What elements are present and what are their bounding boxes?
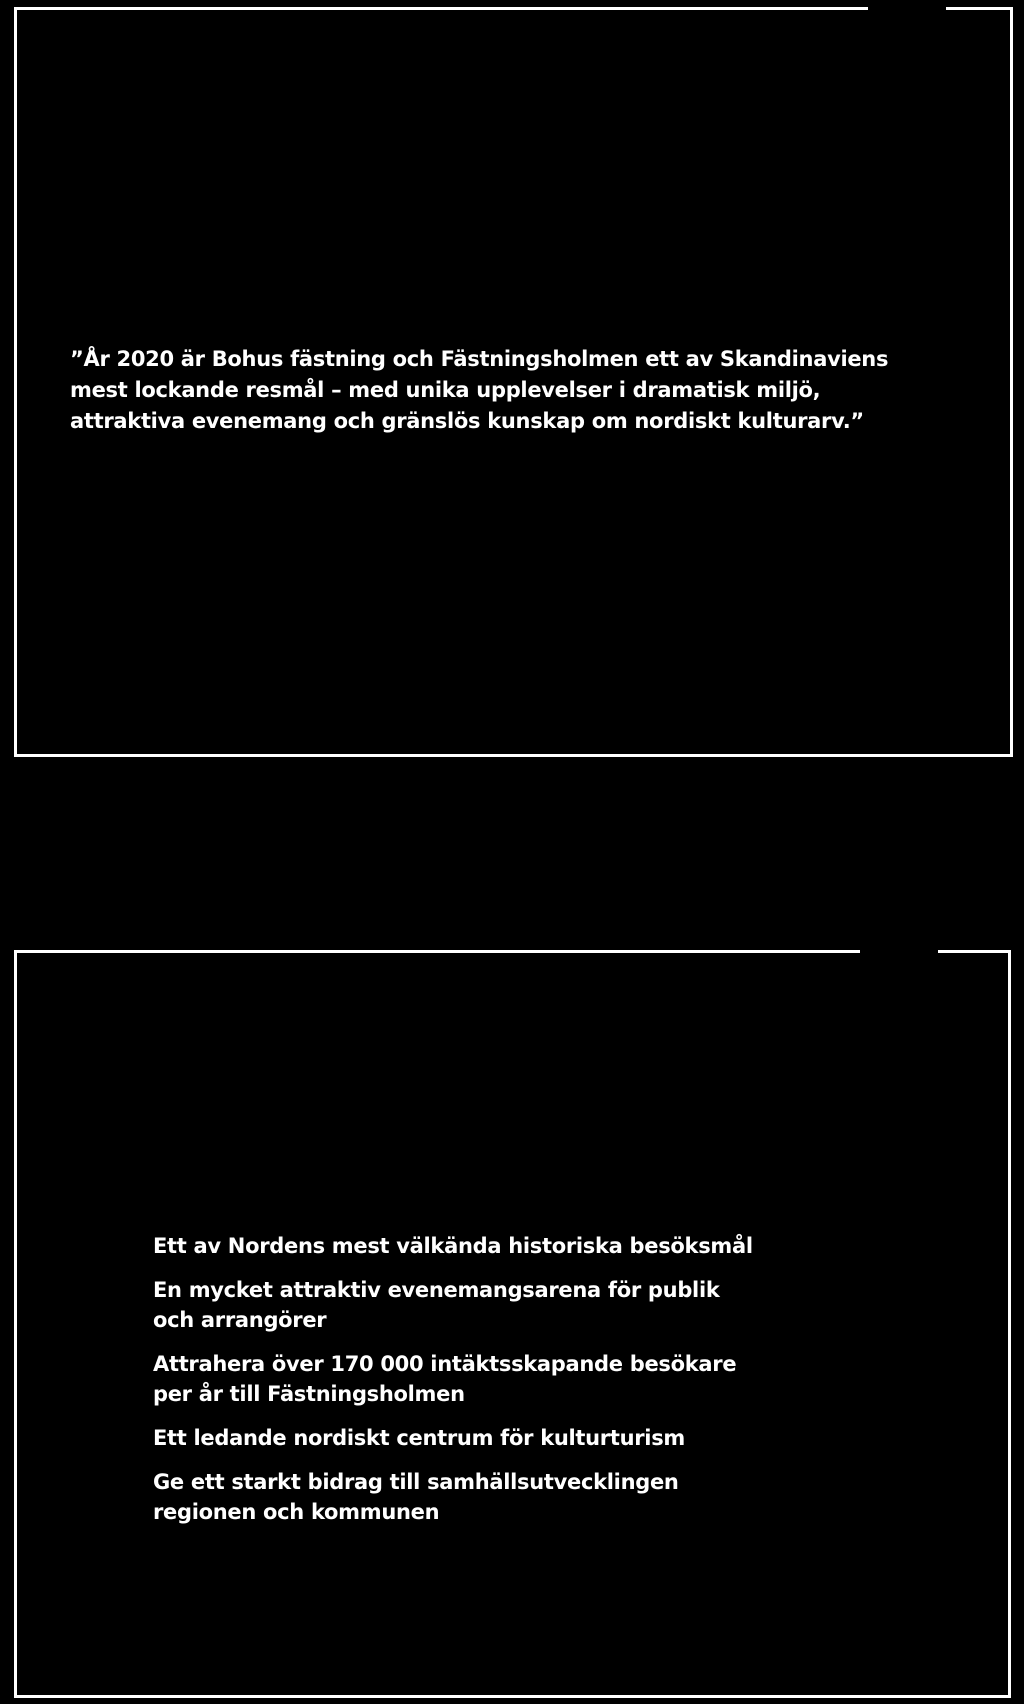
goal-item — [153, 1231, 793, 1261]
goal-item — [153, 1275, 793, 1335]
goal-text: Ett av Nordens mest välkända historiska besöksmål — [153, 1234, 753, 1258]
quote-line: mest lockande resmål – med unika upplevelser i dramatisk miljö, — [70, 378, 821, 402]
goal-item — [153, 1467, 793, 1527]
goals-slide — [14, 950, 1011, 1698]
goal-text: och arrangörer — [153, 1308, 327, 1332]
vision-slide — [14, 7, 1013, 757]
goal-item — [153, 1423, 793, 1453]
goal-text: Ge ett starkt bidrag till samhällsutvecklingen — [153, 1470, 679, 1494]
goal-text: En mycket attraktiv evenemangsarena för publik — [153, 1278, 720, 1302]
vision-quote — [70, 344, 970, 437]
goal-text: Attrahera över 170 000 intäktsskapande besökare — [153, 1352, 737, 1376]
border-gap — [868, 7, 946, 10]
goals-list — [153, 1231, 793, 1541]
border-gap — [860, 950, 938, 953]
quote-line: ”År 2020 är Bohus fästning och Fästningsholmen ett av Skandinaviens — [70, 347, 889, 371]
goal-text: regionen och kommunen — [153, 1500, 440, 1524]
quote-line: attraktiva evenemang och gränslös kunskap om nordiskt kulturarv.” — [70, 409, 864, 433]
goal-item — [153, 1349, 793, 1409]
goal-text: per år till Fästningsholmen — [153, 1382, 465, 1406]
goal-text: Ett ledande nordiskt centrum för kulturturism — [153, 1426, 685, 1450]
